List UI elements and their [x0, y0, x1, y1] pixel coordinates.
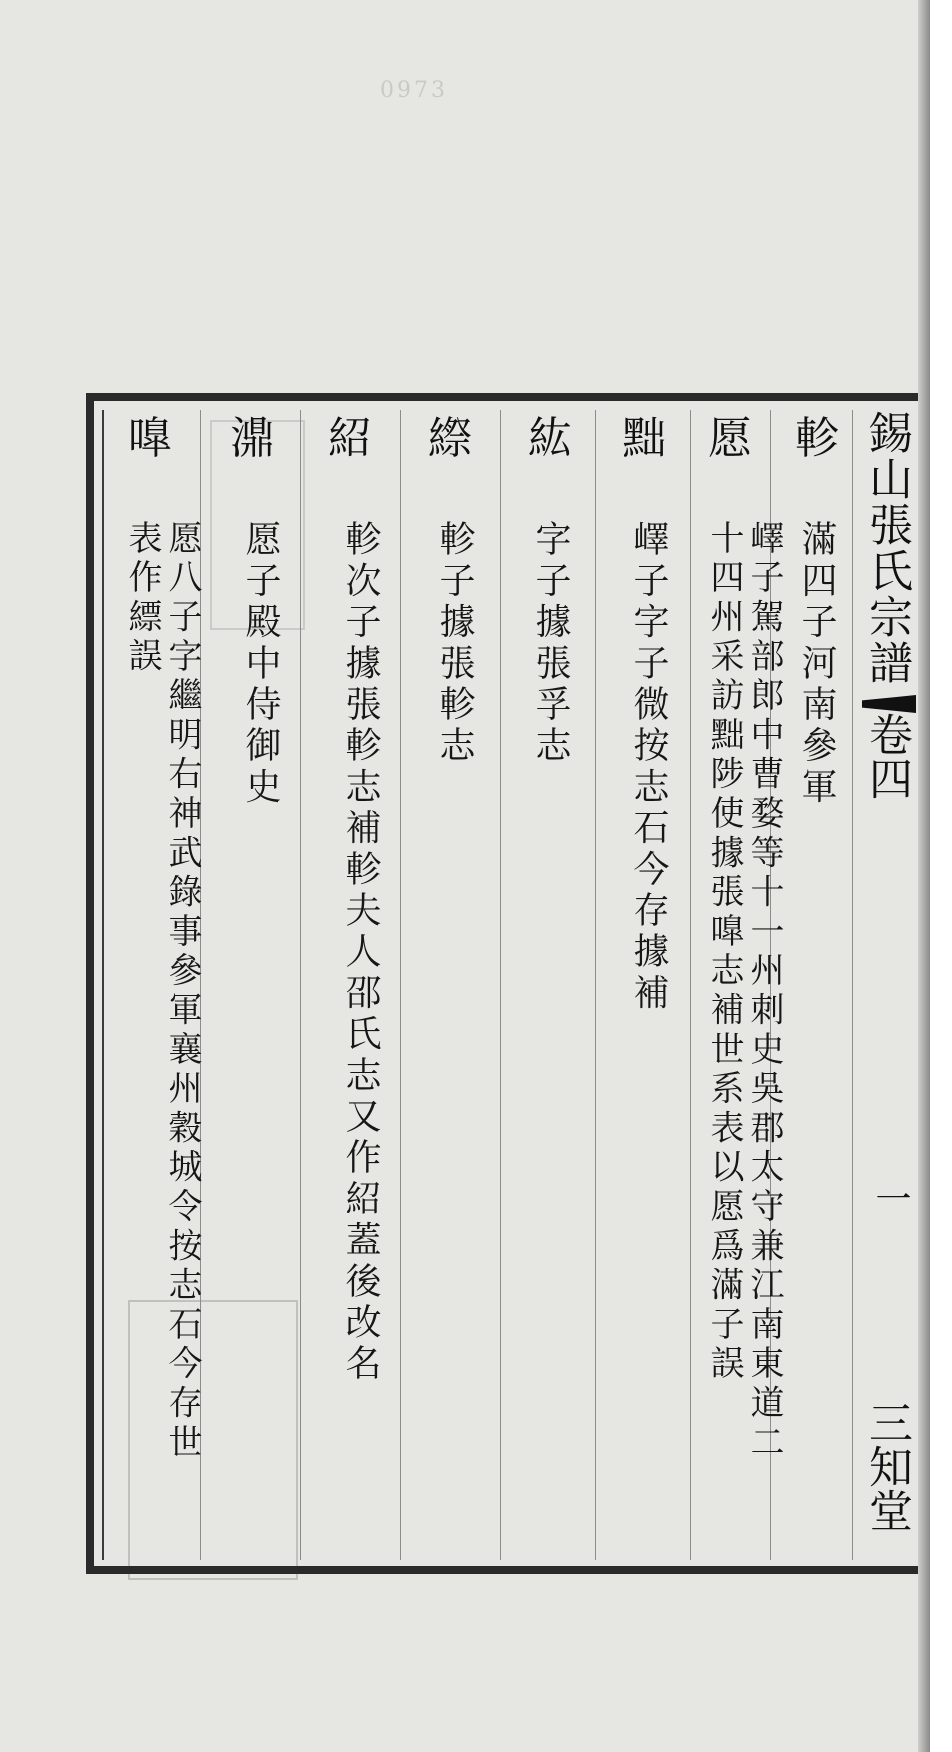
entry-name: 黜	[622, 413, 666, 464]
entry-name: 紹	[328, 413, 372, 464]
divider-line	[400, 410, 401, 1560]
hall-name: 三知堂	[861, 1400, 912, 1532]
book-spine	[918, 0, 930, 1752]
bleed-through-text: 0973	[380, 78, 448, 103]
entry-name: 濎	[230, 413, 274, 464]
volume-label: 卷四	[861, 712, 912, 800]
entry-name: 愿	[708, 413, 752, 464]
entry-name: 嘷	[128, 413, 172, 464]
entry-text: 嶧子字子微按志石今存據補	[628, 520, 669, 1015]
book-title: 錫山張氏宗譜	[861, 410, 912, 686]
entry-text: 愿子殿中侍御史	[240, 520, 281, 809]
entry-name: 紘	[528, 413, 572, 464]
entry-text: 愿八子字繼明右神武錄事參軍襄州穀城令按志石今存世	[162, 520, 202, 1464]
frame-inner-line	[102, 410, 104, 1560]
entry-name: 軫	[795, 413, 839, 464]
divider-line	[852, 410, 853, 1560]
divider-line	[300, 410, 301, 1560]
entry-text: 軫次子據張軫志補軫夫人邵氏志又作紹蓋後改名	[340, 520, 381, 1386]
entry-text: 滿四子河南參軍	[796, 520, 837, 809]
entry-text: 嶧子駕部郎中曹婺等十一州刺史吳郡太守兼江南東道二	[744, 520, 784, 1464]
divider-line	[595, 410, 596, 1560]
entry-text: 表作縹誤	[122, 520, 162, 677]
entry-text: 字子據張孚志	[530, 520, 571, 768]
entry-text: 十四州采訪黜陟使據張嘷志補世系表以愿爲滿子誤	[704, 520, 744, 1385]
divider-line	[500, 410, 501, 1560]
entry-name: 縩	[428, 413, 472, 464]
page-number: 一	[870, 1180, 911, 1216]
entry-text: 軫子據張軫志	[434, 520, 475, 768]
divider-line	[690, 410, 691, 1560]
